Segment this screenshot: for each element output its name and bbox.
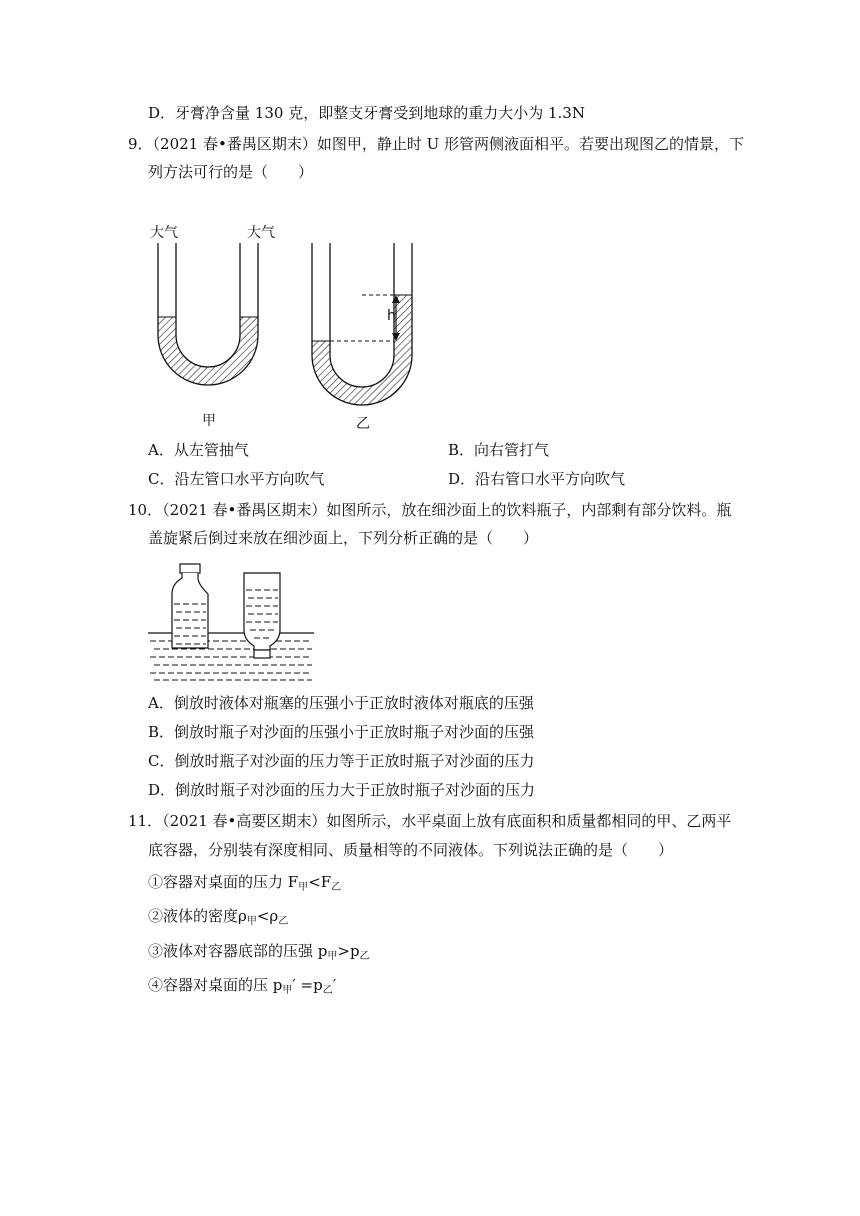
- statement-3-relation: >p: [337, 942, 360, 960]
- q9-option-a: A．从左管抽气: [148, 441, 249, 459]
- q10-stem-line2: 盖旋紧后倒过来放在细沙面上，下列分析正确的是（ ）: [148, 529, 539, 547]
- q9-option-c: C．沿左管口水平方向吹气: [148, 470, 325, 488]
- statement-3-text: ③液体对容器底部的压强 p: [148, 942, 328, 960]
- label-jia: 甲: [202, 413, 216, 429]
- statement-4-sub-jia: 甲: [282, 985, 293, 996]
- q10-option-b: B．倒放时瓶子对沙面的压强小于正放时瓶子对沙面的压强: [148, 723, 535, 741]
- statement-2-text: ②液体的密度ρ: [148, 907, 247, 925]
- q11-statement-3: [148, 941, 370, 967]
- q11-statement-2: [148, 906, 288, 932]
- statement-2-sub-yi: 乙: [278, 916, 289, 927]
- q11-statement-1: [148, 872, 341, 898]
- label-atm-left: 大气: [150, 225, 178, 241]
- q10-option-d: D．倒放时瓶子对沙面的压力大于正放时瓶子对沙面的压力: [148, 781, 536, 799]
- statement-1-sub-yi: 乙: [331, 882, 342, 893]
- statement-1-relation: <F: [308, 873, 332, 891]
- statement-4-text: ④容器对桌面的压 p: [148, 976, 283, 994]
- label-yi: 乙: [356, 416, 370, 432]
- q11-statement-4: [148, 975, 336, 1001]
- statement-3-sub-yi: 乙: [359, 951, 370, 962]
- statement-1-sub-jia: 甲: [298, 882, 309, 893]
- q11-stem-line2: 底容器，分别装有深度相同、质量相等的不同液体。下列说法正确的是（ ）: [148, 841, 674, 859]
- label-atm-right: 大气: [247, 225, 275, 241]
- q9-option-b: B．向右管打气: [448, 441, 550, 459]
- q10-option-a: A．倒放时液体对瓶塞的压强小于正放时液体对瓶底的压强: [148, 694, 534, 712]
- statement-4-prime: ′: [332, 976, 337, 994]
- statement-1-text: ①容器对桌面的压力 F: [148, 873, 299, 891]
- label-h: h: [387, 308, 396, 324]
- q10-stem-line1: 10．（2021 春•番禺区期末）如图所示，放在细沙面上的饮料瓶子，内部剩有部分饮料。瓶: [128, 501, 732, 519]
- statement-2-sub-jia: 甲: [246, 916, 257, 927]
- statement-2-relation: <ρ: [256, 907, 279, 925]
- q11-stem-line1: 11．（2021 春•高要区期末）如图所示，水平桌面上放有底面积和质量都相同的甲、乙两平: [128, 812, 732, 830]
- inverted-bottle: [244, 573, 280, 658]
- bottle-figure: [146, 560, 316, 685]
- q10-option-c: C．倒放时瓶子对沙面的压力等于正放时瓶子对沙面的压力: [148, 752, 535, 770]
- u-tube-yi: [312, 243, 412, 405]
- statement-4-sub-yi: 乙: [322, 985, 333, 996]
- u-tube-jia: [158, 243, 258, 385]
- q9-option-d: D．沿右管口水平方向吹气: [448, 470, 626, 488]
- upright-bottle: [172, 564, 208, 648]
- q8-option-d: D．牙膏净含量 130 克，即整支牙膏受到地球的重力大小为 1.3N: [148, 104, 585, 122]
- q9-stem-line1: 9．（2021 春•番禺区期末）如图甲，静止时 U 形管两侧液面相平。若要出现图乙的情景，下: [128, 135, 745, 153]
- statement-3-sub-jia: 甲: [327, 951, 338, 962]
- q9-stem-line2: 列方法可行的是（ ）: [148, 163, 314, 181]
- u-tube-figure: [140, 215, 450, 435]
- statement-4-relation: ′ =p: [292, 976, 323, 994]
